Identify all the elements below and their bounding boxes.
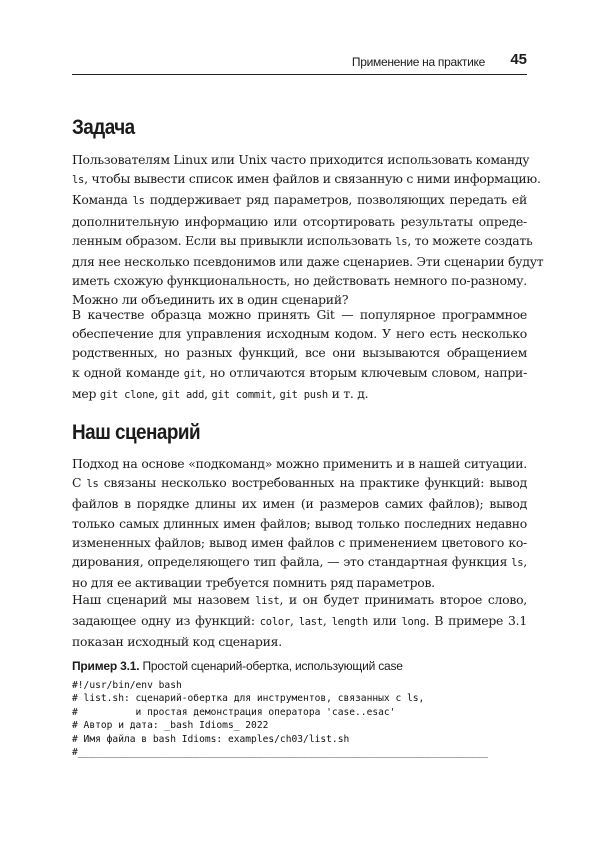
text-line: родственных, но разных функций, все они вызываются обращением bbox=[72, 345, 527, 361]
text-line: Пользователям Linux или Unix часто приходится использовать команду bbox=[72, 152, 530, 167]
scenario-paragraph-2 bbox=[72, 590, 527, 652]
page-number: 45 bbox=[510, 51, 527, 68]
example-label: Пример 3.1. bbox=[72, 659, 140, 673]
inline-code: ls bbox=[132, 195, 145, 208]
text-line: С ls связаны несколько востребованных на практике функций: вывод bbox=[72, 475, 527, 491]
code-line: #!/usr/bin/env bash bbox=[72, 680, 182, 691]
code-line: # и простая демонстрация оператора 'case..esac' bbox=[72, 706, 396, 718]
inline-code: git commit bbox=[211, 388, 273, 401]
inline-code: git push bbox=[279, 388, 328, 401]
inline-code: ls bbox=[86, 478, 99, 491]
inline-code: git add bbox=[161, 388, 205, 401]
text-line: только самых длинных имен файлов; вывод только последних недавно bbox=[72, 515, 527, 531]
text-line: ls, чтобы вывести список имен файлов и связанную с ними информацию. bbox=[72, 171, 541, 187]
text-line: измененных файлов; вывод имен файлов с применением цветового ко- bbox=[72, 534, 527, 550]
code-line: #_______________________________________________________________________ bbox=[72, 747, 488, 759]
task-paragraph-2 bbox=[72, 305, 527, 405]
text-line: Наш сценарий мы назовем list, и он будет принимать второе слово, bbox=[72, 592, 527, 607]
inline-code: ls bbox=[511, 557, 524, 570]
text-line: мер git clone, git add, git commit, git push и т. д. bbox=[72, 385, 369, 401]
inline-code: length bbox=[331, 616, 368, 629]
text-line: дирования, определяющего тип файла, — это стандартная функция ls, bbox=[72, 554, 527, 570]
text-line: ленным образом. Если вы привыкли использовать ls, то можете создать bbox=[72, 232, 533, 248]
inline-code: color bbox=[259, 616, 291, 629]
running-header bbox=[72, 52, 527, 75]
inline-code: list bbox=[255, 595, 280, 607]
text-line: Подход на основе «подкоманд» можно применить и в нашей ситуации. bbox=[72, 456, 527, 471]
inline-code: ls bbox=[72, 174, 85, 187]
text-line: но для ее активации требуется помнить ряд параметров. bbox=[72, 575, 435, 591]
text-line: задающее одну из функций: color, last, length или long. В примере 3.1 bbox=[72, 613, 527, 629]
inline-code: long bbox=[401, 616, 426, 629]
inline-code: last bbox=[298, 616, 323, 629]
text-line: В качестве образца можно принять Git — популярное программное bbox=[72, 307, 527, 322]
example-caption bbox=[72, 659, 403, 673]
code-line: # Автор и дата: _bash Idioms_ 2022 bbox=[72, 720, 269, 732]
inline-code: ls bbox=[395, 235, 408, 248]
scenario-paragraph-1 bbox=[72, 454, 527, 592]
text-line: для нее несколько псевдонимов или даже сценариев. Эти сценарии будут bbox=[72, 254, 544, 270]
section-title: Применение на практике bbox=[351, 55, 485, 69]
text-line: Команда ls поддерживает ряд параметров, позволяющих передать ей bbox=[72, 192, 527, 208]
text-line: файлов в порядке длины их имен (и размеров самих файлов); вывод bbox=[72, 496, 527, 512]
task-paragraph-1 bbox=[72, 150, 544, 310]
text-line: обеспечение для управления исходным кодом. У него есть несколько bbox=[72, 326, 527, 342]
text-line: иметь схожую функциональность, но действовать немного по-разному. bbox=[72, 273, 527, 289]
inline-code: git bbox=[183, 367, 202, 380]
code-line: # list.sh: сценарий-обертка для инструментов, связанных с ls, bbox=[72, 693, 425, 705]
code-line: # Имя файла в bash Idioms: examples/ch03/list.sh bbox=[72, 733, 350, 745]
example-caption-text: Простой сценарий-обертка, использующий case bbox=[139, 659, 403, 673]
code-listing bbox=[72, 679, 488, 759]
text-line: Можно ли объединить их в один сценарий? bbox=[72, 292, 349, 308]
text-line: дополнительную информацию или отсортировать результаты опреде- bbox=[72, 213, 527, 229]
task-heading: Задача bbox=[72, 116, 135, 139]
text-line: показан исходный код сценария. bbox=[72, 634, 282, 650]
text-line: к одной команде git, но отличаются вторым ключевым словом, напри- bbox=[72, 364, 528, 380]
scenario-heading: Наш сценарий bbox=[72, 421, 201, 444]
inline-code: git clone bbox=[99, 388, 155, 401]
